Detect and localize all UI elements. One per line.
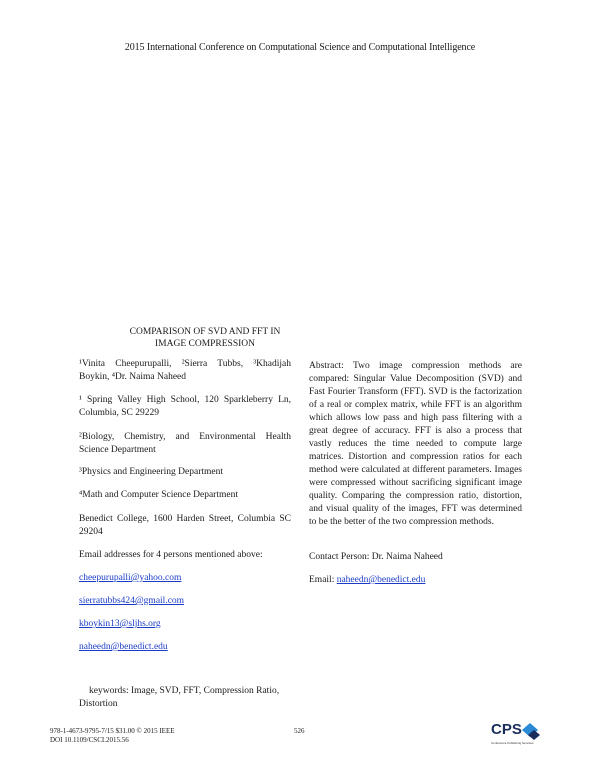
affiliation-2: ²Biology, Chemistry, and Environmental Health Science Department <box>79 432 291 455</box>
cps-logo-subtitle: Conference Publishing Services <box>491 741 534 745</box>
title-line-1: COMPARISON OF SVD AND FFT IN <box>129 327 281 337</box>
cps-logo <box>490 719 542 749</box>
title-line-2: IMAGE COMPRESSION <box>154 339 256 349</box>
email-link-naheed[interactable]: naheedn@benedict.edu <box>79 642 168 652</box>
footer-doi: DOI 10.1109/CSCI.2015.56 <box>50 736 129 744</box>
affiliation-1: ¹ Spring Valley High School, 120 Sparkleberry Ln, Columbia, SC 29229 <box>79 395 291 418</box>
email-link-cheepurupalli[interactable]: cheepurupalli@yahoo.com <box>79 573 182 583</box>
contact-email-link[interactable]: naheedn@benedict.edu <box>336 575 426 585</box>
contact-email <box>309 574 522 587</box>
footer-publication-info <box>50 727 175 745</box>
email-link-boykin[interactable]: kboykin13@sljhs.org <box>79 619 161 629</box>
contact-person: Contact Person: Dr. Naima Naheed <box>309 552 443 562</box>
college-address: Benedict College, 1600 Harden Street, Columbia SC 29204 <box>79 514 291 537</box>
affiliation-4: ⁴Math and Computer Science Department <box>79 490 238 500</box>
footer-isbn: 978-1-4673-9795-7/15 $31.00 © 2015 IEEE <box>50 727 175 735</box>
affiliation-3: ³Physics and Engineering Department <box>79 467 223 477</box>
keywords: keywords: Image, SVD, FFT, Compression Ratio, Distortion <box>79 686 280 709</box>
page-number: 526 <box>294 727 305 735</box>
cps-logo-icon <box>490 719 542 749</box>
author-names: ¹Vinita Cheepurupalli, ²Sierra Tubbs, ³Khadijah Boykin, ⁴Dr. Naima Naheed <box>79 359 291 382</box>
email-link-tubbs[interactable]: sierratubbs424@gmail.com <box>79 596 185 606</box>
conference-header: 2015 International Conference on Computational Science and Computational Intelligence <box>124 42 476 53</box>
email-intro: Email addresses for 4 persons mentioned above: <box>79 550 263 560</box>
cps-logo-text: CPS <box>491 721 522 738</box>
abstract-text: Abstract: Two image compression methods are compared: Singular Value Decomposition (SVD) and Fast Fourier Transform (FFT). SVD is the factorization of a real or complex matrix, while FFT is an algorithm which allows low pass and high pass filtering with a great degree of accuracy. FFT is also a process that vastly reduces the time needed to compute large matrices. Distortion and compression ratios for each method were calculated at different parameters. Images were compressed without sacrificing significant image quality. Comparing the compression ratio, distortion, and visual quality of the images, FFT was determined to be the better of the two compression methods. <box>309 361 522 527</box>
paper-title <box>110 326 300 350</box>
email-label: Email: <box>309 575 335 585</box>
